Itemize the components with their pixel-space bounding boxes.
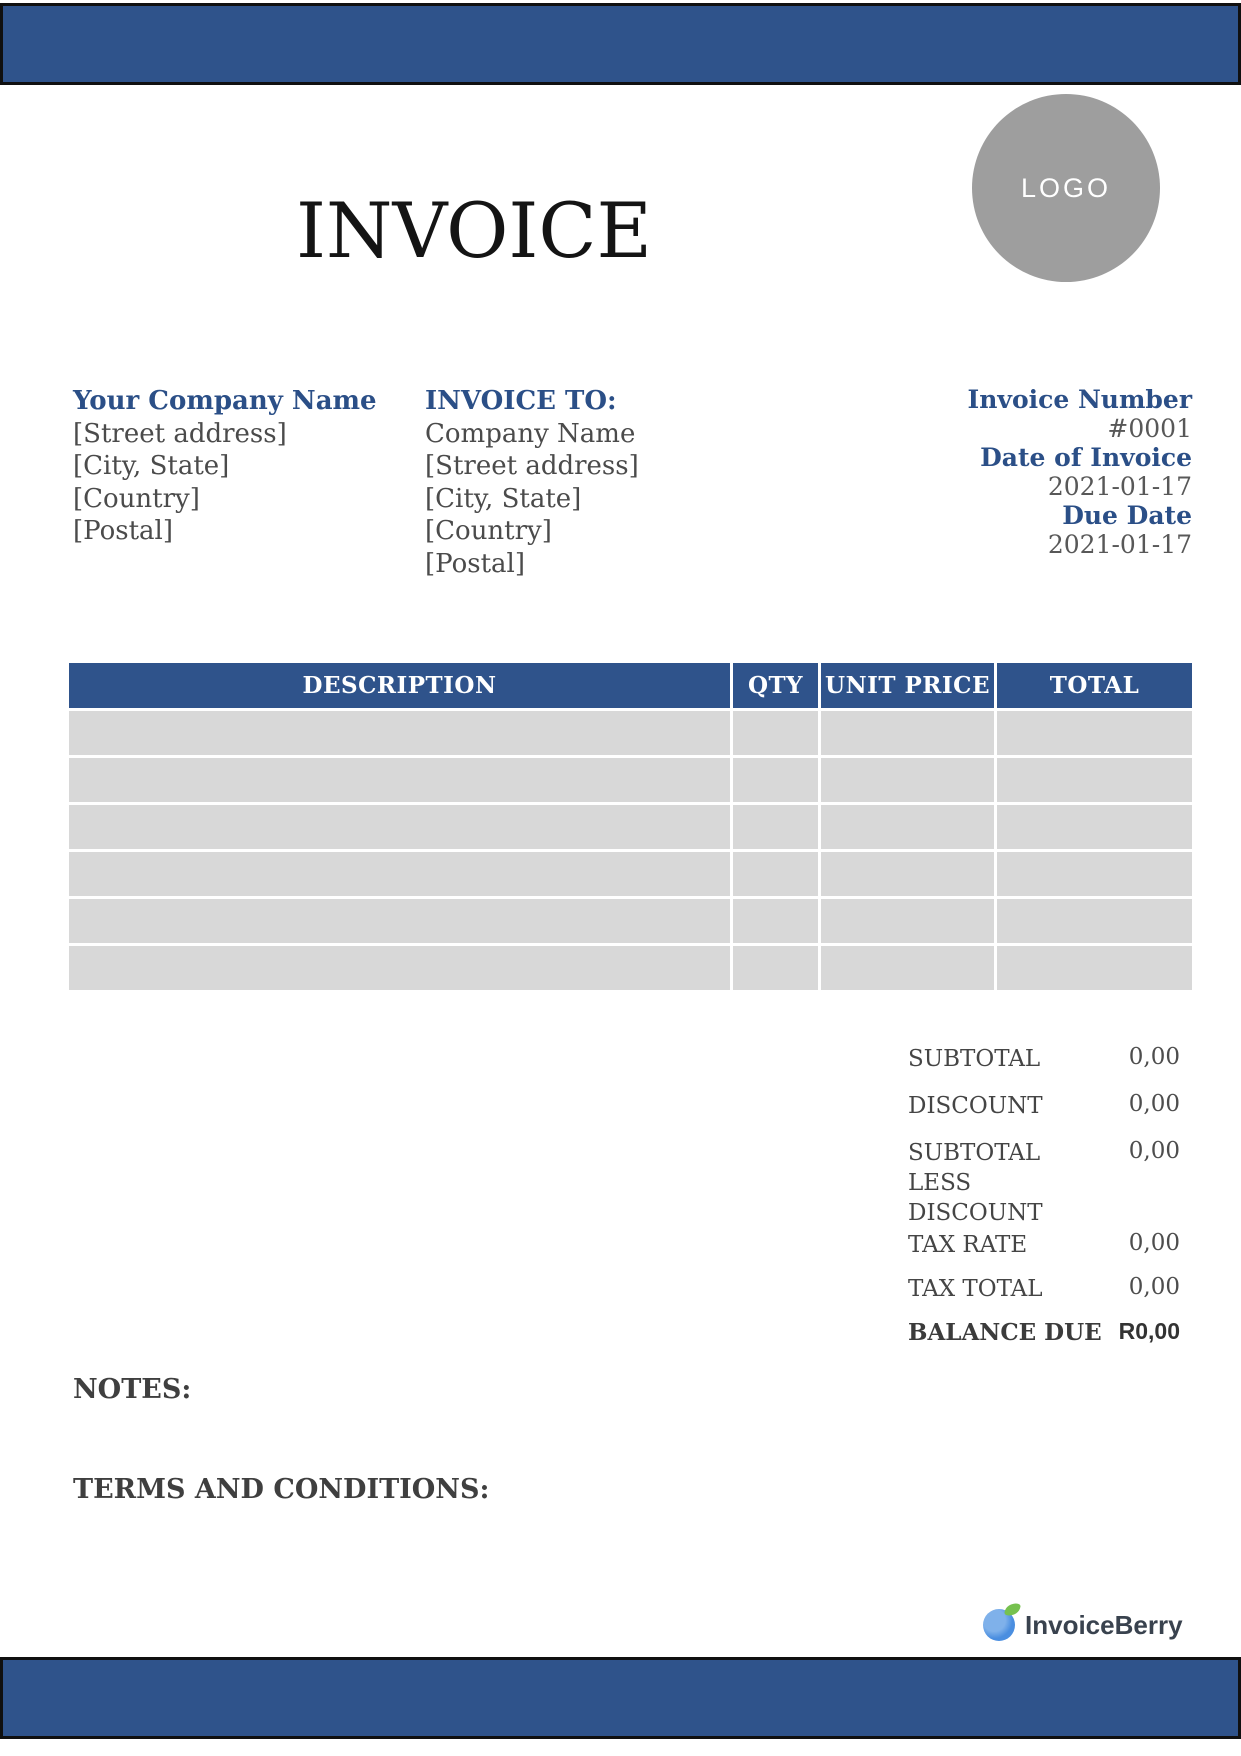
subtotal-label: SUBTOTAL — [908, 1046, 1041, 1072]
items-header-row — [69, 663, 1192, 708]
recipient-city-state: [City, State] — [425, 483, 582, 514]
balance-due-label: BALANCE DUE — [908, 1319, 1102, 1346]
invoiceberry-brand — [983, 1603, 1203, 1643]
recipient-company-name: Company Name — [425, 418, 636, 449]
terms-label: TERMS AND CONDITIONS: — [73, 1474, 490, 1505]
cell-qty — [733, 852, 821, 896]
berry-leaf-icon — [1004, 1602, 1021, 1617]
tax-rate-value: 0,00 — [1128, 1230, 1180, 1256]
cell-qty — [733, 758, 821, 802]
cell-total — [997, 946, 1192, 990]
table-row — [69, 805, 1192, 849]
invoice-date-label: Date of Invoice — [980, 443, 1192, 472]
table-row — [69, 852, 1192, 896]
cell-description — [69, 946, 733, 990]
invoice-number-label: Invoice Number — [967, 385, 1192, 414]
sender-company-name: Your Company Name — [73, 386, 377, 416]
cell-total — [997, 758, 1192, 802]
cell-total — [997, 899, 1192, 943]
header-unit-price: UNIT PRICE — [821, 663, 997, 708]
invoice-date-value: 2021-01-17 — [1047, 472, 1192, 501]
subtotal-value: 0,00 — [1128, 1044, 1180, 1070]
sender-city-state: [City, State] — [73, 451, 230, 481]
tax-total-value: 0,00 — [1128, 1274, 1180, 1300]
cell-qty — [733, 805, 821, 849]
cell-description — [69, 758, 733, 802]
header-total: TOTAL — [997, 663, 1192, 708]
cell-unit-price — [821, 946, 997, 990]
cell-qty — [733, 899, 821, 943]
invoice-number-value: #0001 — [1107, 414, 1192, 443]
tax-total-label: TAX TOTAL — [908, 1276, 1043, 1302]
cell-unit-price — [821, 758, 997, 802]
header-description: DESCRIPTION — [69, 663, 733, 708]
cell-qty — [733, 946, 821, 990]
cell-description — [69, 852, 733, 896]
cell-total — [997, 852, 1192, 896]
due-date-value: 2021-01-17 — [1047, 530, 1192, 559]
bottom-banner-bar — [0, 1657, 1241, 1739]
line-items-table — [69, 663, 1192, 990]
header-qty: QTY — [733, 663, 821, 708]
table-row — [69, 899, 1192, 943]
balance-due-value: R0,00 — [1118, 1318, 1180, 1344]
subtotal-less-discount-label: SUBTOTAL LESS DISCOUNT — [908, 1140, 1043, 1226]
sender-postal: [Postal] — [73, 516, 173, 546]
sender-street: [Street address] — [73, 418, 287, 449]
recipient-country: [Country] — [425, 516, 552, 546]
discount-label: DISCOUNT — [908, 1093, 1043, 1119]
discount-value: 0,00 — [1128, 1091, 1180, 1117]
sender-country: [Country] — [73, 483, 200, 514]
company-logo-placeholder — [972, 94, 1160, 282]
sender-block — [73, 385, 377, 548]
invoice-meta-block — [968, 385, 1192, 559]
invoice-to-label: INVOICE TO: — [425, 386, 617, 416]
brand-name: InvoiceBerry — [1025, 1610, 1183, 1640]
cell-description — [69, 711, 733, 755]
cell-unit-price — [821, 899, 997, 943]
cell-unit-price — [821, 711, 997, 755]
logo-placeholder-text: LOGO — [1020, 172, 1112, 203]
top-banner-bar — [0, 3, 1241, 85]
cell-qty — [733, 711, 821, 755]
due-date-label: Due Date — [1062, 501, 1192, 530]
table-row — [69, 946, 1192, 990]
cell-unit-price — [821, 805, 997, 849]
recipient-postal: [Postal] — [425, 548, 525, 579]
recipient-street: [Street address] — [425, 451, 639, 481]
cell-unit-price — [821, 852, 997, 896]
page-title: INVOICE — [296, 186, 653, 275]
cell-description — [69, 899, 733, 943]
cell-total — [997, 711, 1192, 755]
recipient-block — [425, 385, 639, 580]
tax-rate-label: TAX RATE — [908, 1232, 1028, 1258]
notes-label: NOTES: — [73, 1374, 192, 1405]
cell-description — [69, 805, 733, 849]
table-row — [69, 711, 1192, 755]
cell-total — [997, 805, 1192, 849]
subtotal-less-discount-value: 0,00 — [1128, 1138, 1180, 1164]
table-row — [69, 758, 1192, 802]
